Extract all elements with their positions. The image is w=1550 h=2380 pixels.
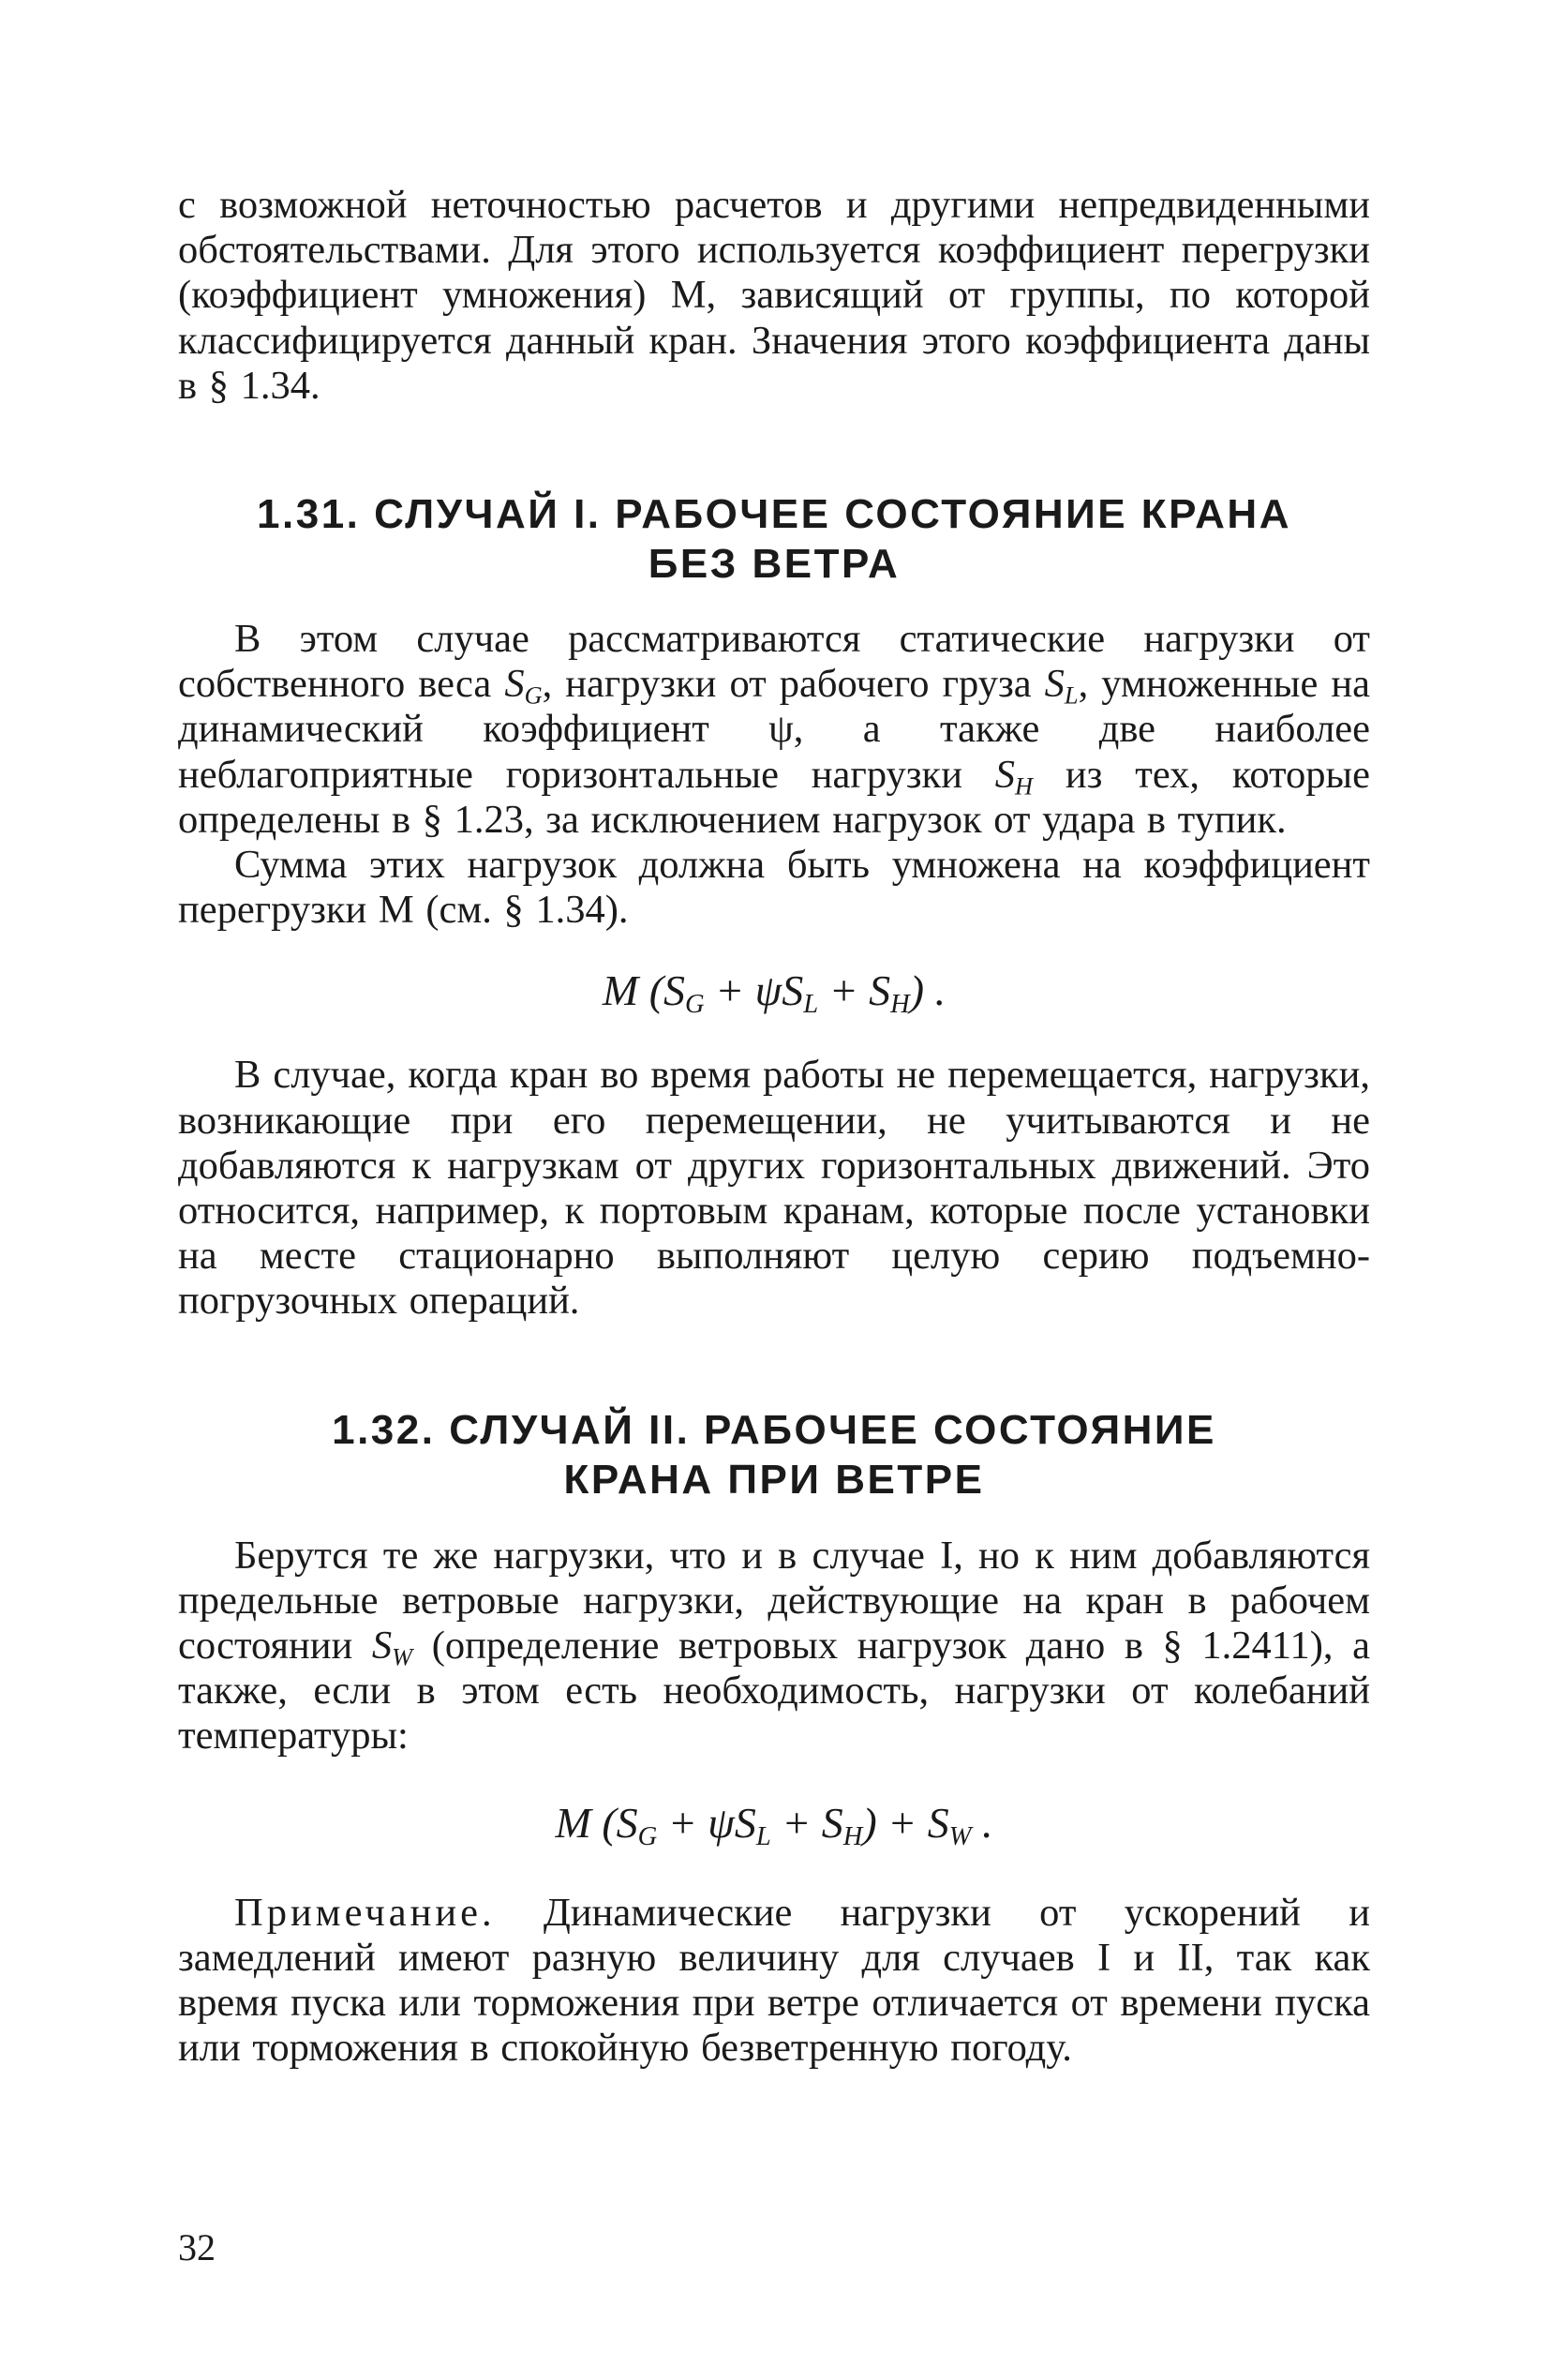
section-132-note bbox=[178, 1891, 1370, 2072]
section-132-heading-line1: 1.32. СЛУЧАЙ II. РАБОЧЕЕ СОСТОЯНИЕ bbox=[332, 1406, 1216, 1453]
section-132-paragraph-1: Берутся те же нагрузки, что и в случае I, но к ним добавляются предельные ветровые нагрузки, действующие на кран в рабочем состоянии $S_W$ (определение ветровых нагрузок дано в § 1.2411), а также, если в этом есть необходимость, нагрузки от колебаний температуры: bbox=[178, 1533, 1370, 1759]
note-label: Примечание. bbox=[234, 1890, 496, 1935]
formula-case-1: M $(S_G + \psi S_L + S_H)$ . bbox=[602, 966, 946, 1020]
section-132-heading-line2: КРАНА ПРИ ВЕТРЕ bbox=[563, 1456, 985, 1503]
section-131-heading bbox=[178, 489, 1370, 589]
section-131-paragraph-3: В случае, когда кран во время работы не перемещается, нагрузки, возникающие при его перемещении, не учитываются и не добавляются к нагрузкам от других горизонтальных движений. Это относится, например, к портовым кранам, которые после установки на месте стационарно выполняют целую серию подъемно-погрузочных операций. bbox=[178, 1053, 1370, 1324]
symbol-s-l: $S_L$ bbox=[1044, 662, 1079, 710]
formula-case-2: M $(S_G + \psi S_L + S_H) + S_W$ . bbox=[555, 1798, 993, 1851]
section-131-heading-line2: БЕЗ ВЕТРА bbox=[648, 541, 901, 588]
symbol-s-g: $S_G$ bbox=[504, 662, 543, 710]
section-132-heading bbox=[178, 1405, 1370, 1504]
intro-paragraph: с возможной неточностью расчетов и другими непредвиденными обстоятельствами. Для этого используется коэффициент перегрузки (коэффициент умножения) M, зависящий от группы, по которой классифицируется данный кран. Значения этого коэффициента даны в § 1.34. bbox=[178, 183, 1370, 408]
symbol-s-h: $S_H$ bbox=[994, 752, 1034, 800]
symbol-s-w: $S_W$ bbox=[371, 1624, 413, 1671]
section-131-paragraph-2: Сумма этих нагрузок должна быть умножена на коэффициент перегрузки M (см. § 1.34). bbox=[178, 843, 1370, 933]
section-131-paragraph-1: В этом случае рассматриваются статические нагрузки от собственного веса $S_G$, нагрузки от рабочего груза $S_L$, умноженные на динамический коэффициент ψ, а также две наиболее неблагоприятные горизонтальные нагрузки $S_H$ из тех, которые определены в § 1.23, за исключением нагрузок от удара в тупик. bbox=[178, 617, 1371, 842]
section-131-heading-line1: 1.31. СЛУЧАЙ I. РАБОЧЕЕ СОСТОЯНИЕ КРАНА bbox=[257, 491, 1291, 538]
note-text: Динамические нагрузки от ускорений и замедлений имеют разную величину для случаев I и II, так как время пуска или торможения при ветре отличается от времени пуска или торможения в спокойную безветренную погоду. bbox=[178, 1890, 1370, 2071]
page-number: 32 bbox=[178, 2226, 216, 2268]
page-body bbox=[178, 183, 1370, 2071]
